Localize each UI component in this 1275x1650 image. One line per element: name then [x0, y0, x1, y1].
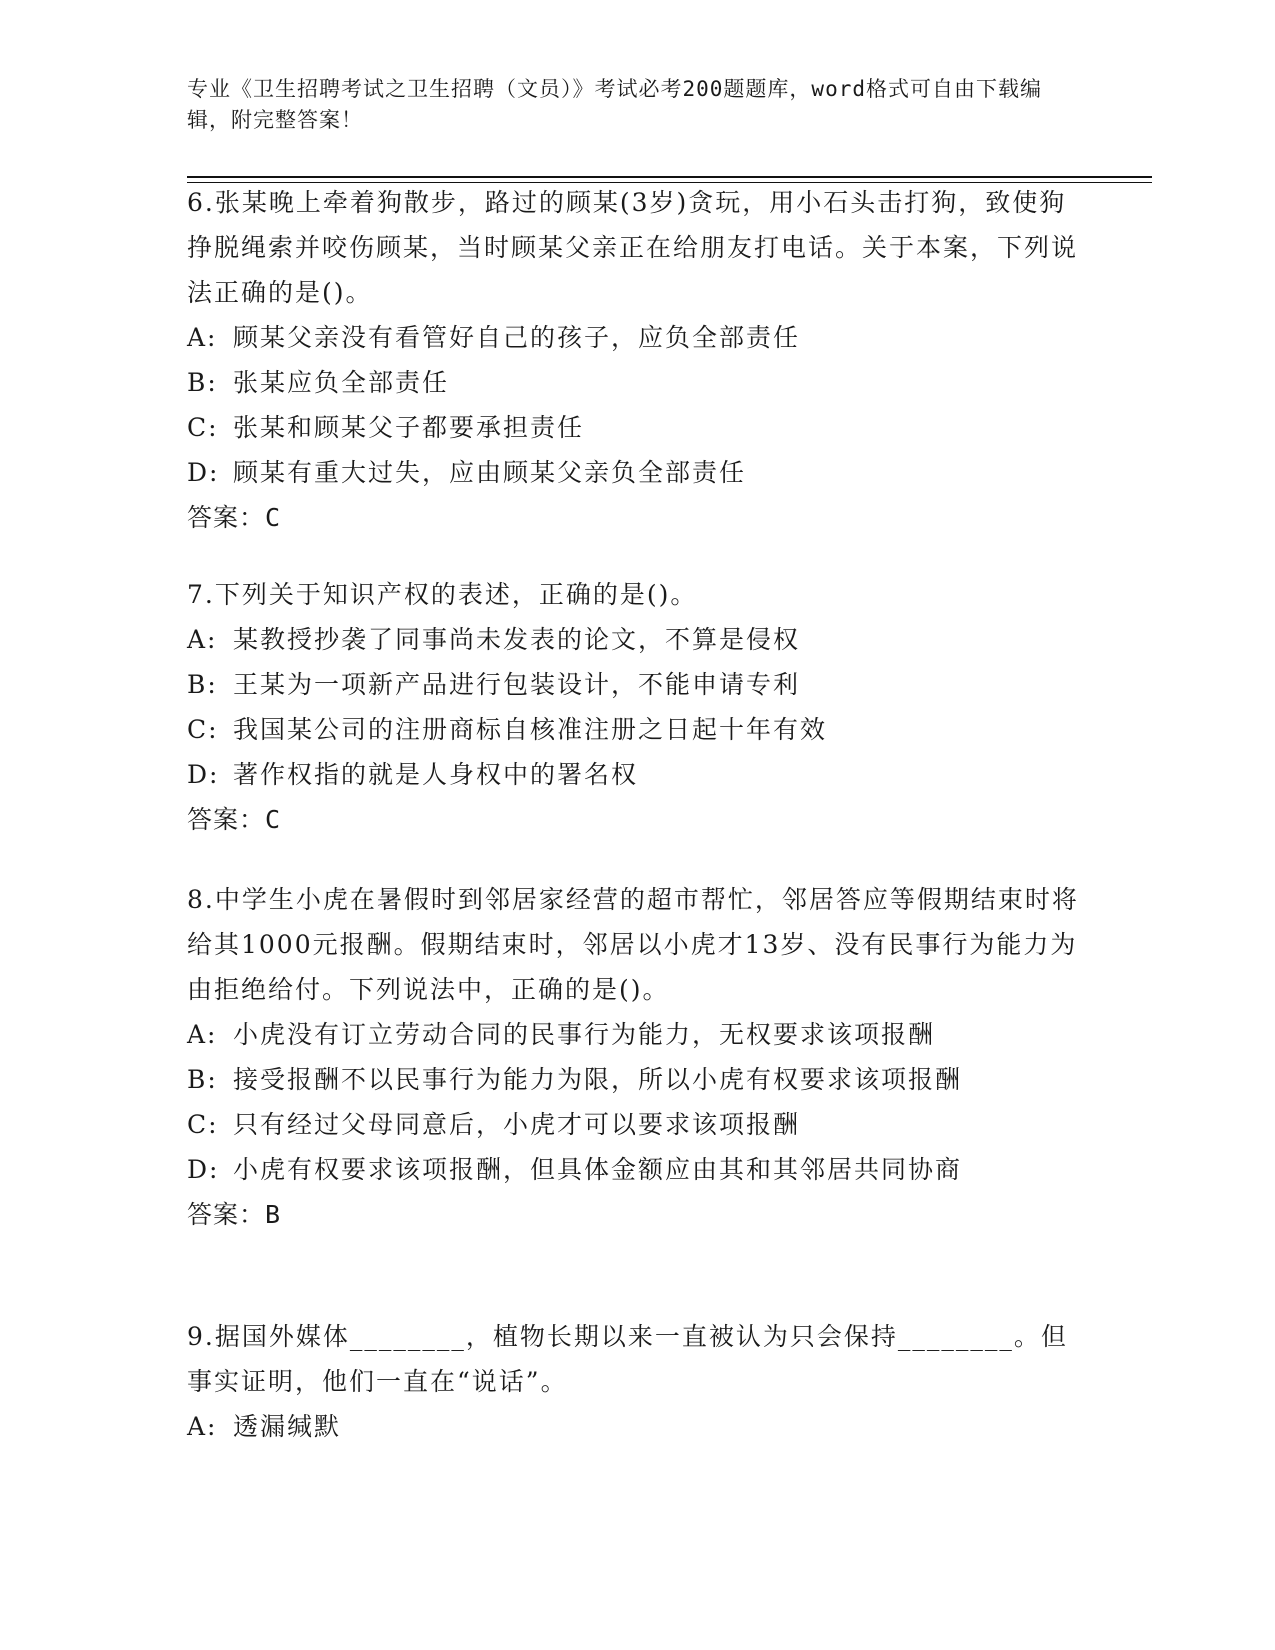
option-key: A: [187, 1412, 218, 1441]
option-key: B: [187, 368, 218, 397]
question-stem: 9.据国外媒体________，植物长期以来一直被认为只会保持________。但事实证明，他们一直在“说话”。 [187, 1322, 1068, 1396]
question-6 [187, 180, 1087, 540]
question-stem: 8.中学生小虎在暑假时到邻居家经营的超市帮忙，邻居答应等假期结束时将给其1000元报酬。假期结束时，邻居以小虎才13岁、没有民事行为能力为由拒绝给付。下列说法中，正确的是()。 [187, 885, 1079, 1004]
question-stem: 6.张某晚上牵着狗散步，路过的顾某(3岁)贪玩，用小石头击打狗，致使狗挣脱绳索并咬伤顾某，当时顾某父亲正在给朋友打电话。关于本案，下列说法正确的是()。 [187, 188, 1079, 307]
option-c [187, 707, 1087, 752]
option-text: 我国某公司的注册商标自核准注册之日起十年有效 [233, 715, 828, 744]
question-8 [187, 877, 1087, 1237]
option-text: 张某应负全部责任 [233, 368, 450, 397]
option-text: 某教授抄袭了同事尚未发表的论文，不算是侵权 [233, 625, 801, 654]
option-text: 小虎有权要求该项报酬，但具体金额应由其和其邻居共同协商 [233, 1155, 963, 1184]
option-key: C: [187, 1110, 219, 1139]
question-stem: 7.下列关于知识产权的表述，正确的是()。 [187, 580, 698, 609]
option-key: D: [187, 760, 220, 789]
option-text: 张某和顾某父子都要承担责任 [233, 413, 585, 442]
answer-line [187, 1192, 1087, 1237]
option-key: D: [187, 458, 220, 487]
option-a [187, 617, 1087, 662]
option-key: B: [187, 670, 218, 699]
option-key: A: [187, 323, 218, 352]
answer-label: 答案： [187, 1200, 266, 1229]
option-c [187, 405, 1087, 450]
option-key: D: [187, 1155, 220, 1184]
option-text: 著作权指的就是人身权中的署名权 [233, 760, 639, 789]
document-header: 专业《卫生招聘考试之卫生招聘（文员）》考试必考200题题库，word格式可自由下载编辑，附完整答案！ [187, 77, 1042, 132]
option-a [187, 1012, 1087, 1057]
answer-line [187, 797, 1087, 842]
answer-label: 答案： [187, 805, 266, 834]
answer-label: 答案： [187, 503, 266, 532]
header-divider-thick [187, 176, 1152, 178]
question-7 [187, 572, 1087, 842]
question-9 [187, 1314, 1087, 1449]
option-key: C: [187, 413, 219, 442]
answer-value: B [265, 1200, 282, 1229]
answer-value: C [265, 805, 282, 834]
option-d [187, 450, 1087, 495]
option-text: 透漏缄默 [233, 1412, 342, 1441]
option-key: A: [187, 1020, 218, 1049]
option-key: A: [187, 625, 218, 654]
option-key: C: [187, 715, 219, 744]
option-a [187, 1404, 1087, 1449]
answer-value: C [265, 503, 282, 532]
option-c [187, 1102, 1087, 1147]
option-text: 顾某父亲没有看管好自己的孩子，应负全部责任 [233, 323, 801, 352]
option-b [187, 360, 1087, 405]
option-text: 顾某有重大过失，应由顾某父亲负全部责任 [233, 458, 747, 487]
option-a [187, 315, 1087, 360]
answer-line [187, 495, 1087, 540]
option-text: 王某为一项新产品进行包装设计，不能申请专利 [233, 670, 801, 699]
option-b [187, 662, 1087, 707]
option-d [187, 1147, 1087, 1192]
option-text: 小虎没有订立劳动合同的民事行为能力，无权要求该项报酬 [233, 1020, 936, 1049]
option-b [187, 1057, 1087, 1102]
option-key: B: [187, 1065, 218, 1094]
option-text: 接受报酬不以民事行为能力为限，所以小虎有权要求该项报酬 [233, 1065, 963, 1094]
option-text: 只有经过父母同意后，小虎才可以要求该项报酬 [233, 1110, 801, 1139]
option-d [187, 752, 1087, 797]
